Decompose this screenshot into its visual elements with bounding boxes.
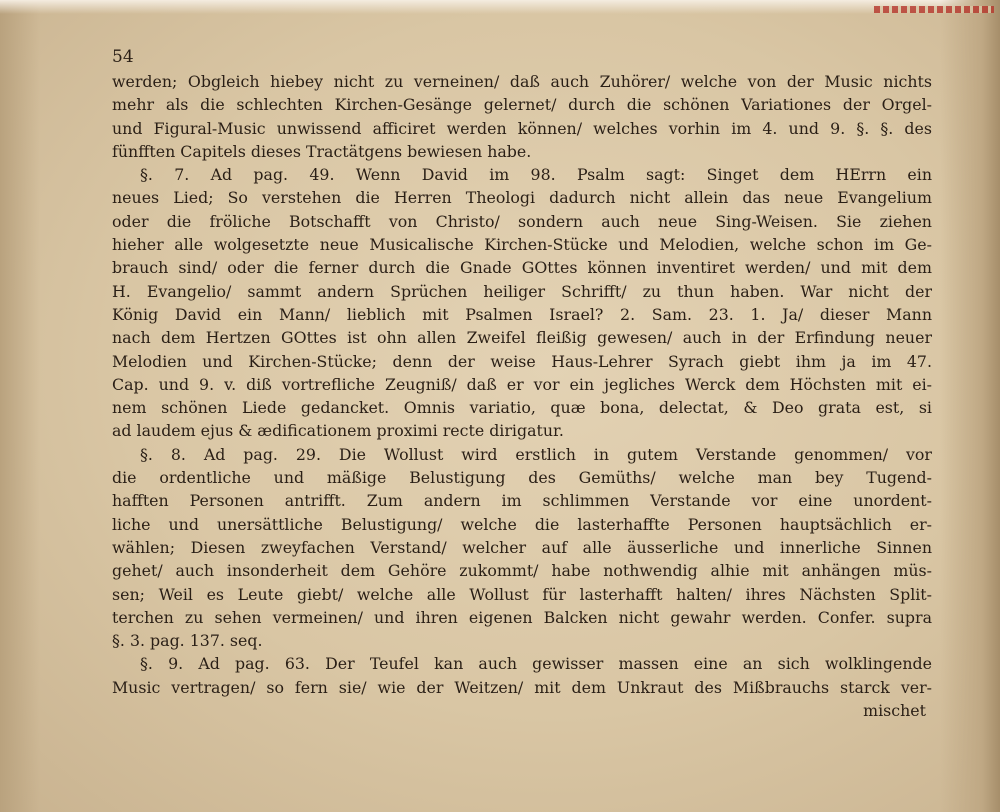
text-line: terchen zu sehen vermeinen/ und ihren eigenen Balcken nicht gewahr werden. Confer. supra: [112, 607, 932, 627]
text-line: Melodien und Kirchen-Stücke; denn der weise Haus-Lehrer Syrach giebt ihm ja im 47.: [112, 351, 932, 371]
paragraph-9-start: §. 9. Ad pag. 63. Der Teufel kan auch gewisser massen eine an sich wolklingende: [140, 654, 932, 674]
text-line: oder die fröliche Botschafft von Christo/ sondern auch neue Sing-Weisen. Sie ziehen: [112, 211, 932, 231]
page-number: 54: [112, 47, 134, 67]
text-line: neues Lied; So verstehen die Herren Theologi dadurch nicht allein das neue Evangelium: [112, 188, 932, 208]
text-line: hafften Personen antrifft. Zum andern im schlimmen Verstande vor eine unordent-: [112, 491, 932, 511]
text-line: sen; Weil es Leute giebt/ welche alle Wollust für lasterhafft halten/ ihres Nächsten Split-: [112, 584, 932, 604]
text-line: Cap. und 9. v. diß vortrefliche Zeugniß/ daß er vor ein jegliches Werck dem Höchsten mit ei-: [112, 374, 932, 394]
text-line: werden; Obgleich hiebey nicht zu verneinen/ daß auch Zuhörer/ welche von der Music nichts: [112, 72, 932, 91]
text-line: mehr als die schlechten Kirchen-Gesänge gelernet/ durch die schönen Variationes der Orgel-: [112, 95, 932, 115]
red-edge-marking: [874, 6, 994, 13]
paragraph-8-start: §. 8. Ad pag. 29. Die Wollust wird erstlich in gutem Verstande genommen/ vor: [140, 444, 932, 464]
text-line: nem schönen Liede gedancket. Omnis variatio, quæ bona, delectat, & Deo grata est, si: [112, 398, 932, 418]
text-line: brauch sind/ oder die ferner durch die Gnade GOttes können inventiret werden/ und mit dem: [112, 258, 932, 278]
text-line: wählen; Diesen zweyfachen Verstand/ welcher auf alle äusserliche und innerliche Sinnen: [112, 537, 932, 557]
text-line: H. Evangelio/ sammt andern Sprüchen heiliger Schrifft/ zu thun haben. War nicht der: [112, 281, 932, 301]
catchword: mischet: [863, 701, 926, 721]
text-line: liche und unersättliche Belustigung/ welche die lasterhaffte Personen hauptsächlich er-: [112, 514, 932, 534]
text-line: §. 3. pag. 137. seq.: [112, 631, 263, 651]
text-line: Music vertragen/ so fern sie/ wie der Weitzen/ mit dem Unkraut des Mißbrauchs starck ver-: [112, 677, 932, 697]
text-line: hieher alle wolgesetzte neue Musicalische Kirchen-Stücke und Melodien, welche schon im Ge-: [112, 235, 932, 255]
paragraph-7-start: §. 7. Ad pag. 49. Wenn David im 98. Psalm sagt: Singet dem HErrn ein: [140, 165, 932, 185]
text-line: die ordentliche und mäßige Belustigung des Gemüths/ welche man bey Tugend-: [112, 468, 932, 488]
text-line: ad laudem ejus & ædificationem proximi recte dirigatur.: [112, 421, 564, 441]
text-line: gehet/ auch insonderheit dem Gehöre zukommt/ habe nothwendig alhie mit anhängen müs-: [112, 561, 932, 581]
text-line: König David ein Mann/ lieblich mit Psalmen Israel? 2. Sam. 23. 1. Ja/ dieser Mann: [112, 304, 932, 324]
text-line: fünfften Capitels dieses Tractätgens bewiesen habe.: [112, 141, 532, 161]
page-top-edge: [0, 0, 1000, 14]
text-line: nach dem Hertzen GOttes ist ohn allen Zweifel fleißig gewesen/ auch in der Erfindung neuer: [112, 328, 932, 348]
page-text-block: [112, 44, 932, 722]
text-line: und Figural-Music unwissend afficiret werden können/ welches vorhin im 4. und 9. §. §. des: [112, 118, 932, 138]
page-left-shadow: [0, 0, 40, 812]
page-right-shadow: [940, 0, 1000, 812]
